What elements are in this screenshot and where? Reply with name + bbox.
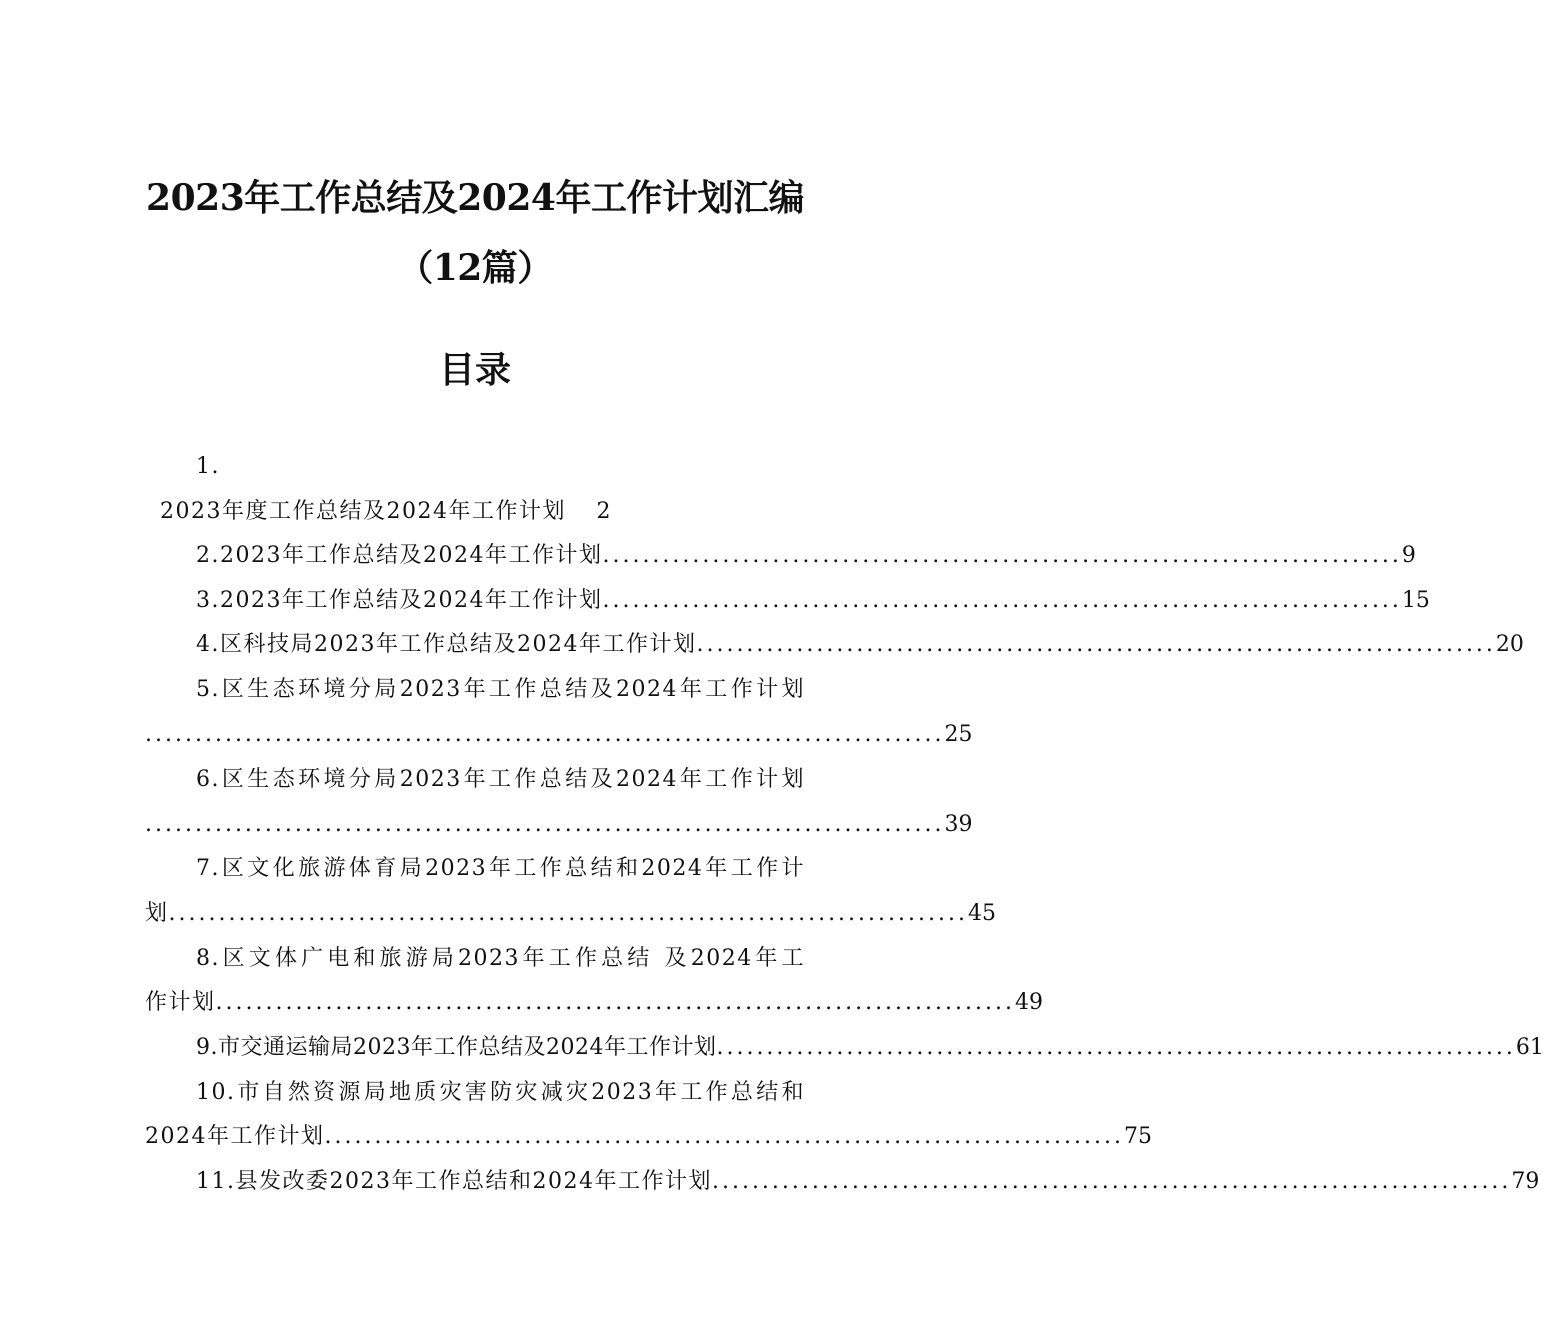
toc-entry-8-title-cont: 作计划	[145, 990, 216, 1015]
toc-entry-8-page: 49	[1014, 990, 1043, 1015]
toc-entry-8[interactable]	[145, 988, 1043, 1018]
toc-entry-4-page: 20	[1495, 632, 1524, 657]
toc-leader: ................................................................................	[168, 901, 968, 926]
toc-leader: ................................................................................	[145, 812, 945, 837]
toc-entry-2-page: 9	[1401, 543, 1416, 568]
toc-entry-7-title-cont: 划	[145, 901, 169, 926]
toc-entry-5[interactable]	[145, 720, 973, 750]
toc-entry-7[interactable]	[145, 899, 996, 929]
toc-entry-7-page: 45	[967, 901, 996, 926]
toc-entry-10[interactable]	[145, 1122, 1152, 1152]
toc-entry-4[interactable]	[196, 630, 1524, 660]
toc-entry-3-title: 3.2023年工作总结及2024年工作计划	[196, 588, 603, 613]
toc-entry-5-title[interactable]: 5.区生态环境分局2023年工作总结及2024年工作计划	[196, 677, 805, 702]
toc-entry-5-page: 25	[944, 722, 973, 747]
toc-entry-1-number: 1.	[196, 454, 220, 479]
toc-entry-10-title-cont: 2024年工作计划	[145, 1124, 325, 1149]
toc-entry-2-title: 2.2023年工作总结及2024年工作计划	[196, 543, 603, 568]
toc-entry-11-page: 79	[1511, 1169, 1540, 1194]
toc-leader: ................................................................................	[602, 588, 1402, 613]
toc-leader: ................................................................................	[711, 1169, 1512, 1194]
toc-heading: 目录	[438, 349, 511, 391]
toc-leader: ................................................................................	[215, 990, 1015, 1015]
toc-entry-3-page: 15	[1401, 588, 1430, 613]
toc-entry-1-title: 2023年度工作总结及2024年工作计划	[160, 499, 566, 524]
toc-entry-6-page: 39	[944, 812, 973, 837]
toc-entry-10-title[interactable]: 10.市自然资源局地质灾害防灾减灾2023年工作总结和	[196, 1080, 805, 1105]
toc-leader: ................................................................................	[602, 543, 1402, 568]
toc-entry-10-page: 75	[1123, 1124, 1152, 1149]
toc-leader: ................................................................................	[716, 1035, 1516, 1060]
toc-entry-1-page: 2	[596, 499, 612, 524]
toc-entry-4-title: 4.区科技局2023年工作总结及2024年工作计划	[196, 632, 697, 657]
toc-leader: ................................................................................	[696, 632, 1496, 657]
toc-entry-11-title: 11.县发改委2023年工作总结和2024年工作计划	[196, 1169, 712, 1194]
toc-entry-6[interactable]	[145, 810, 973, 840]
document-title: 2023年工作总结及2024年工作计划汇编	[146, 177, 804, 219]
toc-leader: ................................................................................	[324, 1124, 1124, 1149]
toc-entry-2[interactable]	[196, 541, 1416, 571]
toc-leader: ................................................................................	[145, 722, 945, 747]
toc-entry-9-page: 61	[1515, 1035, 1544, 1060]
document-subtitle: （12篇）	[397, 247, 553, 289]
toc-entry-1[interactable]	[160, 497, 640, 527]
toc-entry-11[interactable]	[196, 1167, 1540, 1197]
toc-entry-7-title[interactable]: 7.区文化旅游体育局2023年工作总结和2024年工作计	[196, 856, 805, 881]
toc-entry-8-title[interactable]: 8.区文体广电和旅游局2023年工作总结 及2024年工	[196, 946, 805, 971]
toc-entry-9[interactable]	[196, 1033, 1544, 1063]
toc-entry-3[interactable]	[196, 586, 1430, 616]
toc-entry-9-title: 9.市交通运输局2023年工作总结及2024年工作计划	[196, 1035, 717, 1060]
toc-entry-6-title[interactable]: 6.区生态环境分局2023年工作总结及2024年工作计划	[196, 767, 805, 792]
